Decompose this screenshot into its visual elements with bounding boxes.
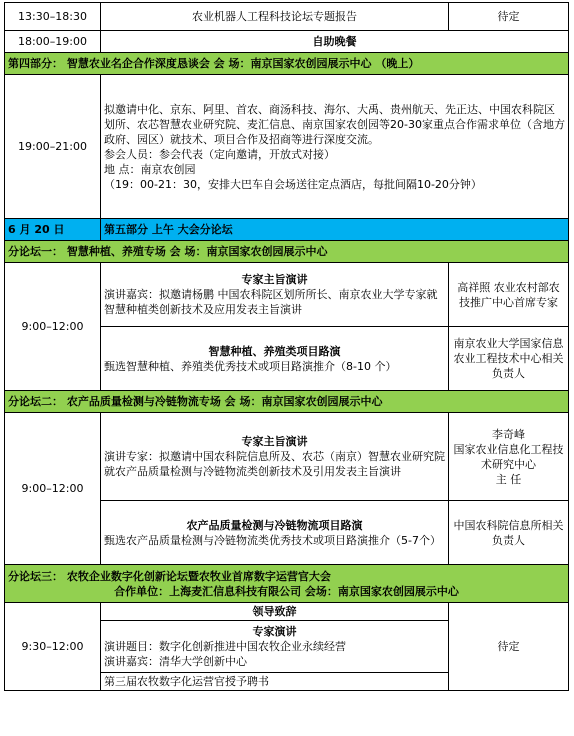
session-text: 第三届农牧数字化运营官授予聘书	[101, 673, 449, 691]
session-detail	[101, 327, 449, 391]
time-cell: 9:00–12:00	[5, 413, 101, 565]
row-forum2-keynote	[5, 413, 569, 501]
section-header: 第四部分： 智慧农业名企合作深度恳谈会 会 场：南京国家农创园展示中心 （晚上）	[5, 53, 569, 75]
forum3-header	[5, 565, 569, 603]
session-title: 领导致辞	[101, 603, 449, 621]
detail-line: （19：00-21：30，安排大巴车自会场送往定点酒店，每批间隔10-20分钟）	[104, 177, 482, 191]
time-cell: 13:30–18:30	[5, 3, 101, 31]
session-detail	[101, 75, 569, 219]
section-header: 分论坛一： 智慧种植、养殖专场 会 场：南京国家农创园展示中心	[5, 241, 569, 263]
host-cell	[449, 413, 569, 501]
session-text: 演讲题目：数字化创新推进中国农牧企业永续经营	[104, 640, 346, 653]
session-text: 演讲嘉宾：拟邀请杨鹏 中国农科院区划所所长、南京农业大学专家就智慧种植类创新技术及应用发表主旨演讲	[104, 288, 438, 316]
session-title: 农产品质量检测与冷链物流项目路演	[186, 518, 363, 532]
host-cell: 待定	[449, 3, 569, 31]
time-cell: 19:00–21:00	[5, 75, 101, 219]
session-title: 专家主旨演讲	[241, 435, 308, 448]
forum1-header	[5, 241, 569, 263]
host-cell: 待定	[449, 603, 569, 691]
forum2-header	[5, 391, 569, 413]
session-title: 专家主旨演讲	[241, 273, 308, 286]
header-line: 分论坛三： 农牧企业数字化创新论坛暨农牧业首席数字运营官大会	[8, 569, 331, 583]
row-forum3-speech	[5, 603, 569, 621]
time-cell: 9:30–12:00	[5, 603, 101, 691]
time-cell: 9:00–12:00	[5, 263, 101, 391]
detail-line: 参会人员：参会代表（定向邀请，开放式对接）	[104, 147, 335, 161]
session-detail	[101, 621, 449, 673]
row-robot-forum	[5, 3, 569, 31]
session-title: 自助晚餐	[101, 31, 569, 53]
session-text: 甄选智慧种植、养殖类优秀技术或项目路演推介（8-10 个）	[104, 359, 397, 373]
header-line: 合作单位：上海麦汇信息科技有限公司 会场：南京国家农创园展示中心	[114, 584, 459, 598]
part4-header	[5, 53, 569, 75]
session-text: 演讲嘉宾：清华大学创新中心	[104, 655, 247, 668]
session-title: 智慧种植、养殖类项目路演	[208, 344, 341, 358]
host-cell: 南京农业大学国家信息农业工程技术中心相关负责人	[449, 327, 569, 391]
section-header: 分论坛二： 农产品质量检测与冷链物流专场 会 场：南京国家农创园展示中心	[5, 391, 569, 413]
section-header	[5, 565, 569, 603]
day-header	[5, 219, 569, 241]
host-name: 李奇峰	[492, 427, 525, 441]
day-title: 第五部分 上午 大会分论坛	[101, 219, 569, 241]
session-detail	[101, 263, 449, 327]
time-cell: 18:00–19:00	[5, 31, 101, 53]
host-cell: 中国农科院信息所相关负责人	[449, 501, 569, 565]
session-title: 专家演讲	[252, 625, 297, 638]
schedule-table	[4, 2, 569, 691]
host-role: 主 任	[495, 472, 522, 486]
session-text: 演讲专家：拟邀请中国农科院信息所及、农芯（南京）智慧农业研究院就农产品质量检测与冷链物流类创新技术及引用发表主旨演讲	[104, 450, 445, 478]
row-forum1-keynote	[5, 263, 569, 327]
date-cell: 6 月 20 日	[5, 219, 101, 241]
host-cell: 高祥照 农业农村部农技推广中心首席专家	[449, 263, 569, 327]
session-detail	[101, 413, 449, 501]
session-title: 农业机器人工程科技论坛专题报告	[101, 3, 449, 31]
host-org: 国家农业信息化工程技术研究中心	[453, 442, 564, 471]
session-text: 甄选农产品质量检测与冷链物流类优秀技术或项目路演推介（5-7个）	[104, 533, 441, 547]
detail-line: 拟邀请中化、京东、阿里、首农、商汤科技、海尔、大禹、贵州航天、先正达、中国农科院区划所、农芯智慧农业研究院、麦汇信息、南京国家农创园等20-30家重点合作需求单位（含地方政府、园区）就技术、项目合作及招商等进行深度交流。	[104, 102, 565, 146]
detail-line: 地 点：南京农创园	[104, 162, 196, 176]
row-part4-detail	[5, 75, 569, 219]
session-detail	[101, 501, 449, 565]
row-dinner	[5, 31, 569, 53]
